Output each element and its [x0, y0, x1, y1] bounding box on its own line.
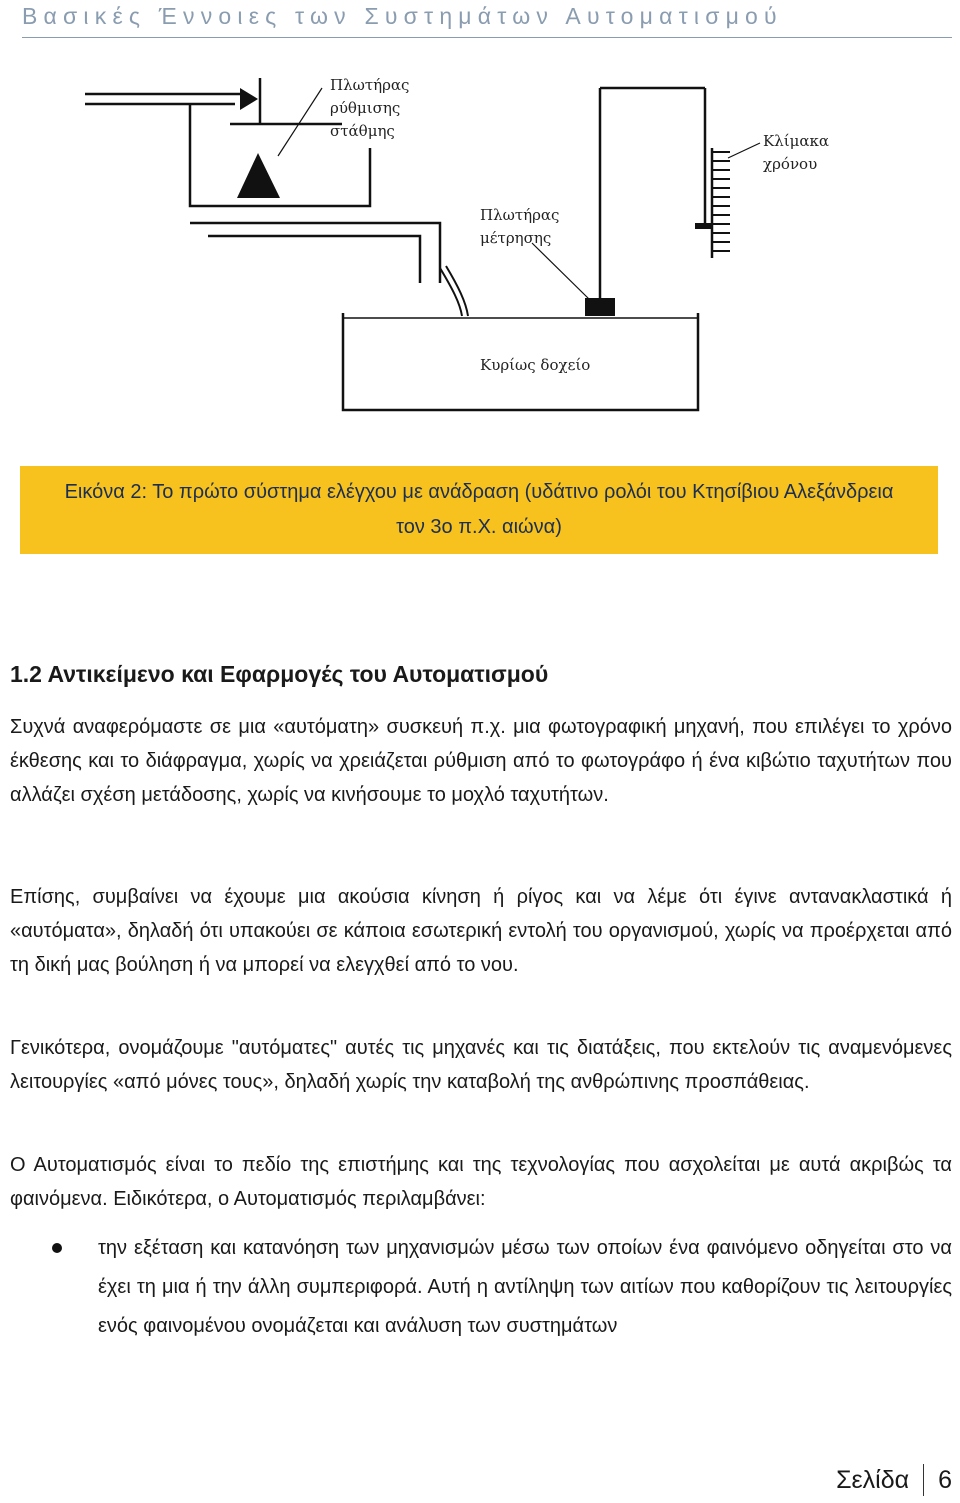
outlet-pipe [190, 223, 440, 283]
paragraph-4: Ο Αυτοματισμός είναι το πεδίο της επιστήμης και της τεχνολογίας που ασχολείται με αυτά ακριβώς τα φαινόμενα. Ειδικότερα, ο Αυτοματισμός περιλαμβάνει: [10, 1154, 952, 1210]
time-scale-ticks [712, 152, 730, 251]
page-word: Σελίδα [836, 1465, 910, 1494]
measuring-float [585, 298, 615, 316]
regulating-vessel [190, 104, 370, 206]
pointer-tip [695, 223, 711, 229]
figure-caption: Εικόνα 2: Το πρώτο σύστημα ελέγχου με ανάδραση (υδάτινο ρολόι του Κτησίβιου Αλεξάνδρεια τον 3ο π.Χ. αιώνα) [64, 481, 894, 538]
outlet-pipe-inner [208, 236, 420, 283]
page-number: 6 [938, 1465, 952, 1494]
running-header: Βασικές Έννοιες των Συστημάτων Αυτοματισμού [22, 3, 783, 29]
bullet-icon [52, 1243, 62, 1253]
label-time-scale-1: Κλίμακα [763, 132, 829, 150]
paragraph-2: Επίσης, συμβαίνει να έχουμε μια ακούσια κίνηση ή ρίγος και να λέμε ότι έγινε αντανακλαστικά ή «αυτόματα», δηλαδή ότι υπακούει σε κάποια εσωτερική εντολή του οργανισμού, χωρίς να προέρχεται από τη δική μας βούληση ή να μπορεί να ελεγχθεί από το νου. [10, 886, 952, 976]
header-rule [22, 37, 952, 38]
figure-caption-box [20, 466, 938, 554]
label-time-scale-2: χρόνου [763, 155, 818, 173]
bullet-list [0, 1229, 952, 1346]
inlet-arrow-head [240, 88, 258, 110]
bullet-text: την εξέταση και κατανόηση των μηχανισμών μέσω των οποίων ένα φαινόμενο οδηγείται στο να έχει τη μια ή την άλλη συμπεριφορά. Αυτή η αντίληψη των αιτίων που καθορίζουν τις λειτουργίες ενός φαινομένου ονομάζεται και ανάλυση των συστημάτων [98, 1237, 952, 1337]
water-stream-2 [446, 266, 468, 316]
label-measuring-float-2: μέτρησης [480, 229, 552, 247]
float-valve [237, 153, 280, 198]
label-measuring-float-1: Πλωτήρας [480, 206, 560, 224]
label-regulating-float-3: στάθμης [330, 122, 395, 140]
list-item [0, 1229, 952, 1346]
paragraph-3: Γενικότερα, ονομάζουμε "αυτόματες" αυτές τις μηχανές και τις διατάξεις, που εκτελούν τις αναμενόμενες λειτουργίες «από μόνες τους», δηλαδή χωρίς την καταβολή της ανθρώπινης προσπάθειας. [10, 1037, 952, 1093]
footer-separator [923, 1464, 924, 1496]
water-clock-diagram [80, 58, 920, 430]
page-footer [836, 1464, 952, 1496]
label-regulating-float-1: Πλωτήρας [330, 76, 410, 94]
section-title: 1.2 Αντικείμενο και Εφαρμογές του Αυτοματισμού [10, 661, 549, 687]
label-main-tank: Κυρίως δοχείο [480, 356, 591, 374]
paragraph-1: Συχνά αναφερόμαστε σε μια «αυτόματη» συσκευή π.χ. μια φωτογραφική μηχανή, που επιλέγει το χρόνο έκθεσης και το διάφραγμα, χωρίς να χρειάζεται ρύθμιση από το φωτογράφο ή ένα κιβώτιο ταχυτήτων που αλλάζει σχέση μετάδοσης, χωρίς να κινήσουμε το μοχλό ταχυτήτων. [10, 716, 952, 806]
label-regulating-float-2: ρύθμισης [330, 99, 401, 117]
